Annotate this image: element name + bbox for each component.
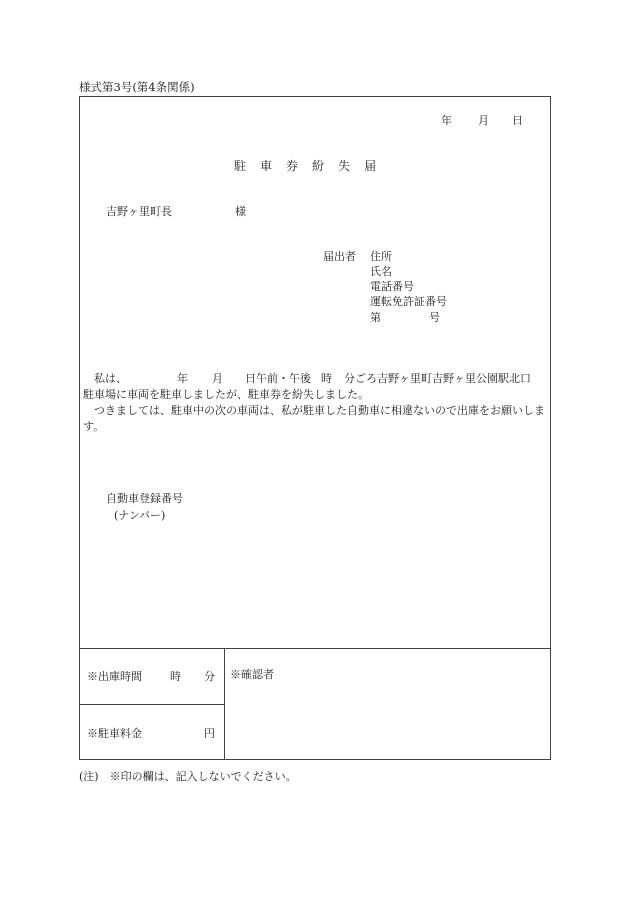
- phone-field-label: 電話番号: [370, 280, 414, 293]
- exit-time-minute: 分: [204, 670, 215, 683]
- document-title: [234, 159, 376, 175]
- license-number-suffix: 号: [429, 311, 440, 324]
- title-char: 失: [338, 159, 351, 173]
- title-char: 紛: [312, 159, 325, 173]
- name-field-label: 氏名: [370, 265, 392, 278]
- license-field-label: 運転免許証番号: [370, 295, 447, 308]
- date-day-label: 日: [512, 114, 523, 127]
- form-id: 様式第3号(第4条関係): [79, 80, 195, 94]
- statement-request: つきましては、駐車中の次の車両は、私が駐車した自動車に相違ないので出庫をお願いします。: [83, 404, 545, 433]
- exit-time-hour: 時: [170, 670, 181, 683]
- plate-number-sublabel: (ナンバー): [114, 509, 166, 522]
- statement-year: 年: [177, 372, 188, 385]
- date-year-label: 年: [441, 114, 452, 127]
- plate-number-label: 自動車登録番号: [106, 492, 183, 505]
- statement-line-2: 駐車場に車両を駐車しましたが、駐車券を紛失しました。: [83, 388, 369, 401]
- divider-bottom-section: [79, 648, 551, 649]
- parking-fee-label: ※駐車料金: [87, 727, 142, 740]
- address-field-label: 住所: [370, 250, 392, 263]
- license-number-prefix: 第: [370, 311, 381, 324]
- title-char: 届: [364, 159, 377, 173]
- statement-month: 月: [212, 372, 223, 385]
- statement-lead: 私は、: [83, 372, 127, 385]
- statement-location: 分ごろ吉野ヶ里町吉野ヶ里公園駅北口: [344, 372, 531, 385]
- statement-line-1: [83, 371, 549, 387]
- confirmer-label: ※確認者: [230, 668, 274, 681]
- title-char: 駐: [234, 159, 247, 173]
- honorific: 様: [235, 205, 246, 218]
- parking-fee-unit: 円: [204, 727, 215, 740]
- divider-fee-row: [79, 704, 225, 705]
- title-char: 車: [260, 159, 273, 173]
- statement-text: [83, 371, 549, 435]
- exit-time-label: ※出庫時間: [87, 670, 142, 683]
- statement-day-ampm: 日午前・午後: [245, 372, 311, 385]
- addressee: 吉野ヶ里町長: [106, 205, 172, 218]
- footnote: (注) ※印の欄は、記入しないでください。: [79, 770, 297, 783]
- notifier-label: 届出者: [323, 250, 356, 263]
- title-char: 券: [286, 159, 299, 173]
- statement-hour: 時: [321, 372, 332, 385]
- date-month-label: 月: [478, 114, 489, 127]
